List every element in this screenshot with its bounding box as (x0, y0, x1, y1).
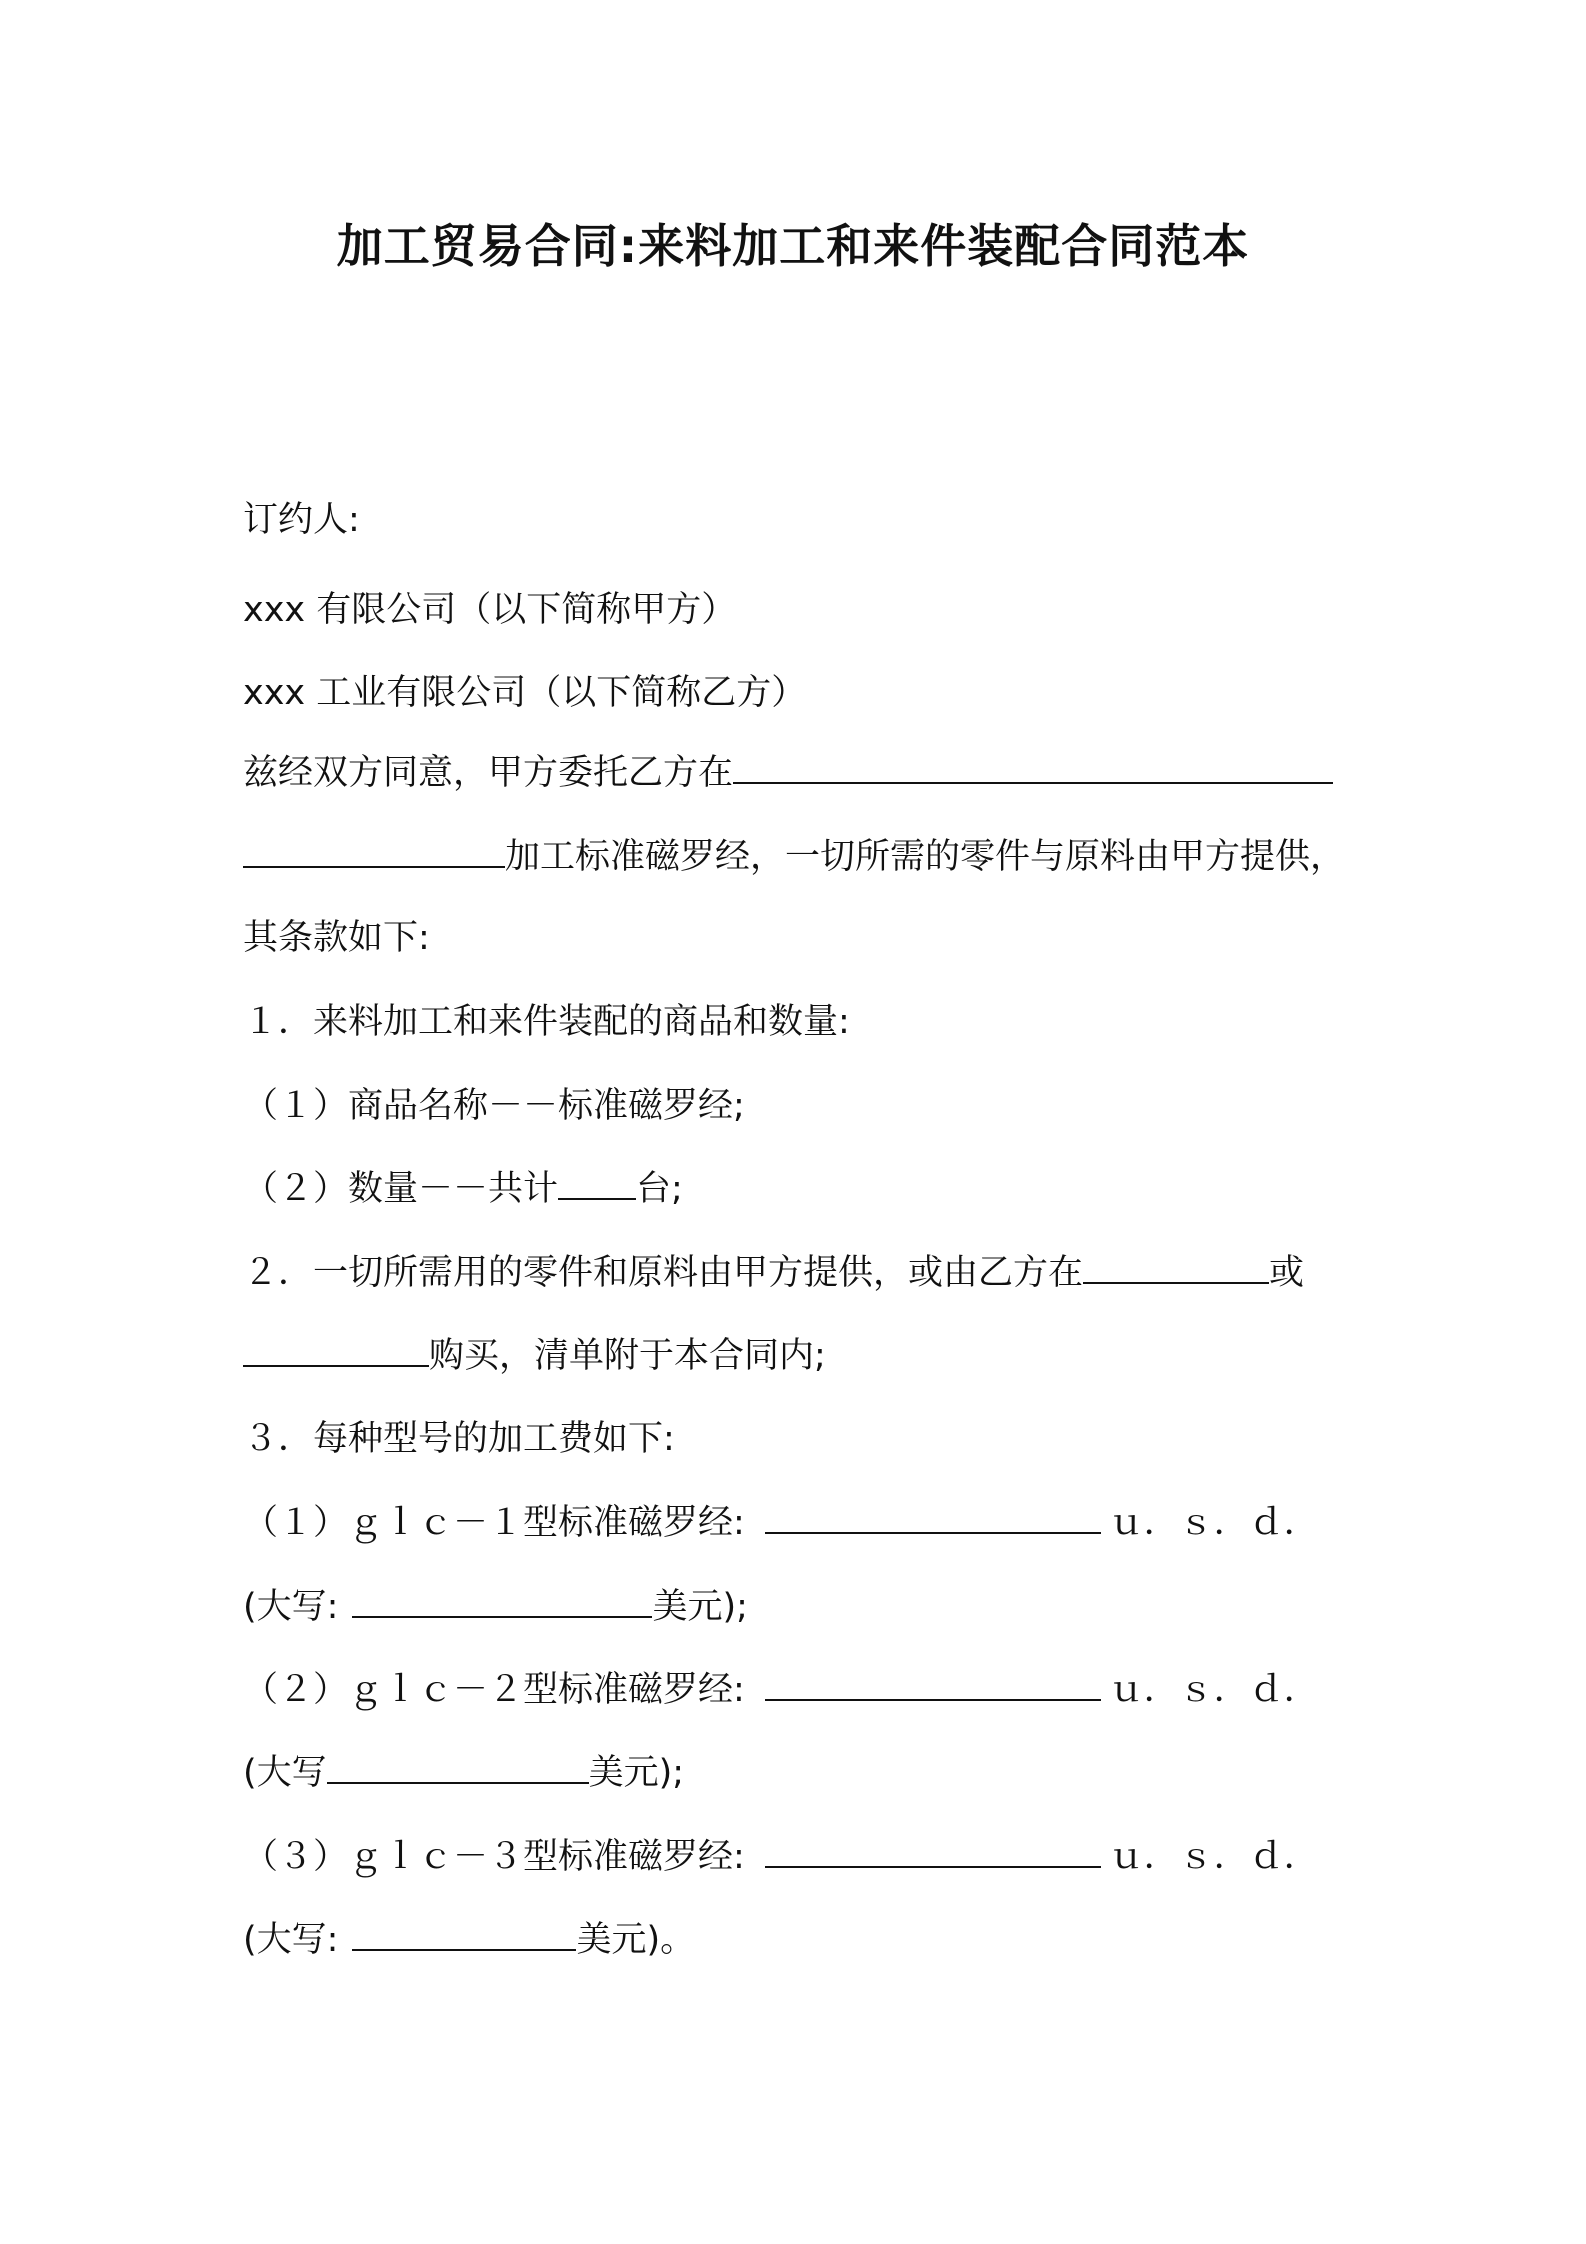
parties-heading: 订约人: (243, 500, 360, 540)
clause-2-line-1 (243, 1248, 1304, 1297)
clause-1-item-1: （１）商品名称－－标准磁罗经; (243, 1086, 745, 1126)
clause-2-line-2 (243, 1331, 826, 1380)
fee-glc2-words-line (243, 1748, 684, 1797)
party-b-line: xxx 工业有限公司（以下简称乙方） (243, 673, 807, 713)
location-blank (733, 748, 1333, 784)
agreement-line-2 (243, 832, 1345, 881)
fee-glc1-currency: ｕ．ｓ．ｄ． (1108, 1503, 1319, 1543)
location-blank-continued (243, 832, 505, 868)
clause-2-text: ２．一切所需用的零件和原料由甲方提供，或由乙方在 (243, 1253, 1084, 1293)
fee-glc2-words-unit: 美元); (588, 1753, 685, 1793)
fee-glc2-blank (765, 1665, 1101, 1701)
fee-glc3-currency: ｕ．ｓ．ｄ． (1108, 1837, 1319, 1877)
fee-glc1-words-line (243, 1582, 748, 1631)
fee-glc3-blank (765, 1832, 1101, 1868)
fee-glc1-words-label: (大写: (243, 1587, 339, 1627)
fee-glc2-currency: ｕ．ｓ．ｄ． (1108, 1670, 1319, 1710)
fee-glc1-label: （１）ｇｌｃ－１型标准磁罗经: (243, 1503, 745, 1543)
fee-glc3-words-blank (352, 1915, 576, 1951)
clause-1-item-2 (243, 1164, 683, 1213)
fee-glc1-blank (765, 1498, 1101, 1534)
fee-glc1-line (243, 1498, 1319, 1547)
agreement-line-1 (243, 748, 1333, 797)
terms-intro: 其条款如下: (243, 918, 430, 958)
clause-3-heading: ３．每种型号的加工费如下: (243, 1419, 675, 1459)
fee-glc3-words-line (243, 1915, 695, 1964)
fee-glc2-line (243, 1665, 1319, 1714)
fee-glc3-words-label: (大写: (243, 1920, 339, 1960)
agreement-text-1: 兹经双方同意，甲方委托乙方在 (243, 753, 734, 793)
purchase-place-blank-1 (1083, 1248, 1269, 1284)
fee-glc2-words-blank (327, 1748, 589, 1784)
purchase-place-blank-2 (243, 1331, 429, 1367)
fee-glc2-words-label: (大写 (243, 1753, 327, 1793)
agreement-text-2: 加工标准磁罗经，一切所需的零件与原料由甲方提供， (505, 837, 1346, 877)
document-title: 加工贸易合同:来料加工和来件装配合同范本 (336, 219, 1250, 273)
fee-glc1-words-unit: 美元); (652, 1587, 748, 1627)
fee-glc3-label: （３）ｇｌｃ－３型标准磁罗经: (243, 1837, 745, 1877)
clause-1-heading: １．来料加工和来件装配的商品和数量: (243, 1002, 850, 1042)
party-a-line: xxx 有限公司（以下简称甲方） (243, 590, 737, 630)
fee-glc2-label: （２）ｇｌｃ－２型标准磁罗经: (243, 1670, 745, 1710)
fee-glc3-words-unit: 美元)。 (576, 1920, 696, 1960)
clause-2-or: 或 (1269, 1253, 1305, 1293)
quantity-label: （２）数量－－共计 (243, 1169, 559, 1209)
quantity-blank (558, 1164, 636, 1200)
quantity-unit: 台; (636, 1169, 683, 1209)
clause-2-text-2: 购买，清单附于本合同内; (429, 1336, 826, 1376)
fee-glc1-words-blank (352, 1582, 652, 1618)
fee-glc3-line (243, 1832, 1319, 1881)
